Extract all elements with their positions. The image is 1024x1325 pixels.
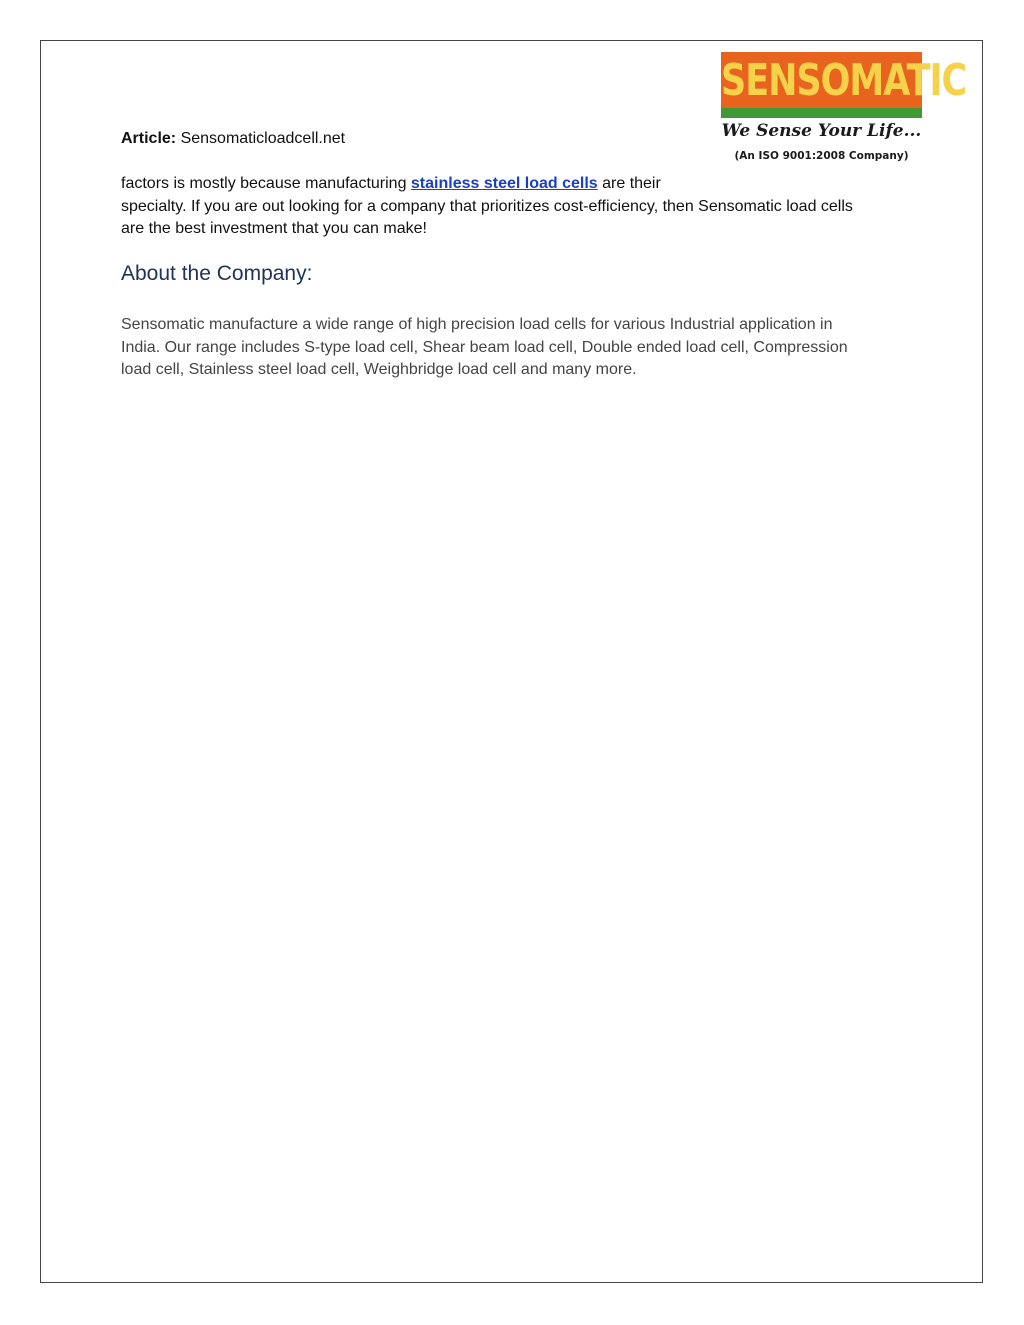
- paragraph-line: Sensomatic manufacture a wide range of high precision load cells for various Industrial application in: [121, 316, 833, 333]
- logo-certification: (An ISO 9001:2008 Company): [734, 150, 909, 162]
- article-source-line: [121, 129, 345, 149]
- about-heading: About the Company:: [121, 262, 313, 285]
- paragraph-line: specialty. If you are out looking for a company that prioritizes cost-efficiency, then Sensomatic load cells: [121, 197, 853, 215]
- logo-orange-band: [721, 52, 967, 108]
- logo-tagline: We Sense Your Life...: [721, 121, 922, 141]
- paragraph-text: are their: [597, 175, 661, 192]
- logo-wordmark: SENSOMATIC: [721, 56, 967, 106]
- about-paragraph: [121, 314, 891, 382]
- article-source: Sensomaticloadcell.net: [180, 130, 346, 147]
- paragraph-line: are the best investment that you can make!: [121, 220, 427, 237]
- paragraph-line: India. Our range includes S-type load cell, Shear beam load cell, Double ended load cell, Compression: [121, 338, 848, 356]
- stainless-steel-load-cells-link[interactable]: stainless steel load cells: [410, 175, 598, 192]
- intro-paragraph: [121, 173, 911, 241]
- article-label: Article:: [121, 130, 177, 147]
- sensomatic-logo: [721, 52, 967, 168]
- logo-green-stripe: [721, 108, 922, 118]
- paragraph-text: factors is mostly because manufacturing: [121, 175, 411, 192]
- paragraph-line: load cell, Stainless steel load cell, Weighbridge load cell and many more.: [121, 361, 637, 378]
- paragraph-line: [121, 173, 911, 196]
